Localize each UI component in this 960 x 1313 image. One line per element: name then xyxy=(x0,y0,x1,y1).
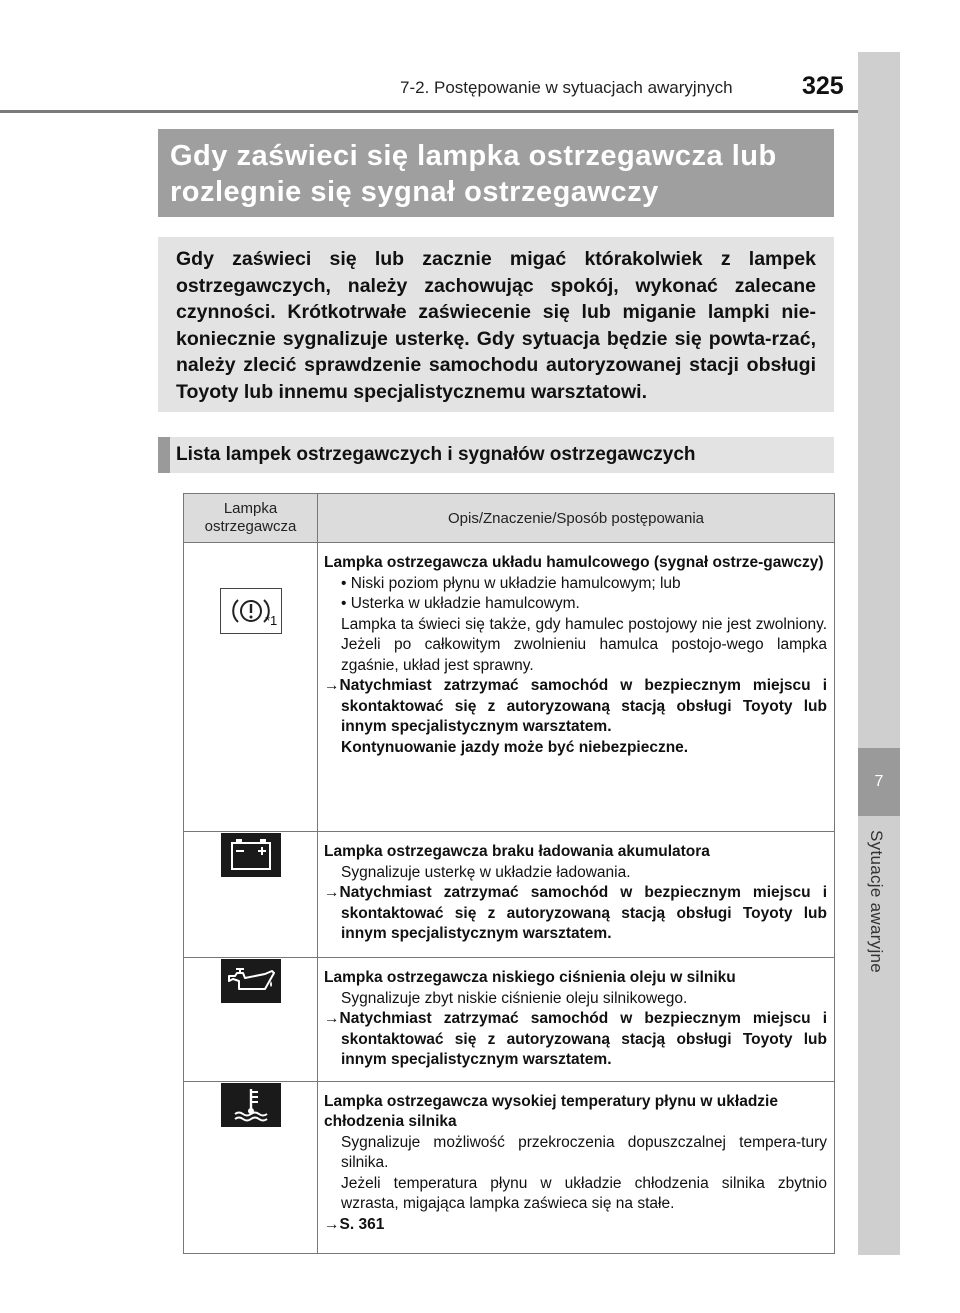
lamp-title: Lampka ostrzegawcza wysokiej temperatury płynu w układzie chłodzenia silnika xyxy=(324,1092,778,1130)
page-number: 325 xyxy=(802,72,844,100)
lamp-title: Lampka ostrzegawcza niskiego ciśnienia oleju w silniku xyxy=(324,969,736,986)
warning-lamp-table xyxy=(183,493,835,1254)
description-cell xyxy=(318,958,835,1082)
table-row xyxy=(184,958,835,1082)
lamp-cell xyxy=(184,543,318,832)
description-cell xyxy=(318,543,835,832)
list-item: Jeżeli temperatura płynu w układzie chłodzenia silnika zbytnio wzrasta, migająca lampka zaświeca się na stałe. xyxy=(341,1174,827,1212)
chapter-title: Sytuacje awaryjne xyxy=(867,830,886,974)
list-item: Sygnalizuje zbyt niskie ciśnienie oleju silnikowego. xyxy=(341,989,688,1007)
lamp-title: Lampka ostrzegawcza układu hamulcowego (sygnał ostrze-gawczy) xyxy=(324,554,824,571)
section-header: 7-2. Postępowanie w sytuacjach awaryjnych xyxy=(400,78,733,97)
action-text: →Natychmiast zatrzymać samochód w bezpiecznym miejscu i skontaktować się z autoryzowaną stacją obsługi Toyoty lub innym specjalistycznym warsztatem. xyxy=(324,677,827,735)
footnote-marker: *1 xyxy=(265,613,278,628)
table-header-row xyxy=(184,494,835,543)
action-text: →Natychmiast zatrzymać samochód w bezpiecznym miejscu i skontaktować się z autoryzowaną stacją obsługi Toyoty lub innym specjalistycznym warsztatem. xyxy=(324,1010,827,1068)
lamp-note: Lampka ta świeci się także, gdy hamulec postojowy nie jest zwolniony. Jeżeli po całkowitym zwolnieniu hamulca postojo-wego lampka zgaśnie, układ jest sprawny. xyxy=(341,615,827,674)
lamp-cell xyxy=(184,1081,318,1253)
arrow-icon: → xyxy=(324,1010,340,1027)
coolant-temperature-icon xyxy=(221,1083,281,1127)
arrow-icon: → xyxy=(324,1215,340,1233)
page-title: Gdy zaświeci się lampka ostrzegawcza lub rozlegnie się sygnał ostrzegawczy xyxy=(170,140,777,208)
table-row xyxy=(184,543,835,832)
list-heading: Lista lampek ostrzegawczych i sygnałów ostrzegawczych xyxy=(176,444,696,465)
header-divider xyxy=(0,110,858,113)
column-header-lamp: Lampka ostrzegawcza xyxy=(184,494,318,543)
lamp-cell xyxy=(184,832,318,958)
description-cell xyxy=(318,1081,835,1253)
arrow-icon: → xyxy=(324,884,340,901)
list-item: Sygnalizuje usterkę w układzie ładowania. xyxy=(341,863,631,881)
chapter-number: 7 xyxy=(858,748,900,816)
list-item: • Niski poziom płynu w układzie hamulcowym; lub xyxy=(341,574,681,592)
description-cell xyxy=(318,832,835,958)
action-text: →Natychmiast zatrzymać samochód w bezpiecznym miejscu i skontaktować się z autoryzowaną stacją obsługi Toyoty lub innym specjalistycznym warsztatem. xyxy=(324,884,827,942)
page-reference-link[interactable]: →S. 361 xyxy=(324,1215,385,1233)
chapter-tab xyxy=(858,52,900,1255)
battery-icon xyxy=(221,833,281,877)
column-header-description: Opis/Znaczenie/Sposób postępowania xyxy=(318,494,835,543)
oil-pressure-icon xyxy=(221,959,281,1003)
lamp-cell xyxy=(184,958,318,1082)
table-row xyxy=(184,1081,835,1253)
table-row xyxy=(184,832,835,958)
warning-text: Kontynuowanie jazdy może być niebezpieczne. xyxy=(341,738,689,756)
list-item: • Usterka w układzie hamulcowym. xyxy=(341,595,580,612)
intro-text: Gdy zaświeci się lub zacznie migać którakolwiek z lampek ostrzegawczych, należy zachowując spokój, wykonać zalecane czynności. Krótkotrwałe zaświecenie się lub miganie lampki nie-koniecznie sygnalizuje usterkę. Gdy sytuacja będzie się powta-rzać, należy zlecić sprawdzenie samochodu autoryzowanej stacji obsługi Toyoty lub innemu specjalistycznemu warsztatowi. xyxy=(176,248,816,403)
arrow-icon: → xyxy=(324,677,340,694)
lamp-title: Lampka ostrzegawcza braku ładowania akumulatora xyxy=(324,843,710,860)
list-item: Sygnalizuje możliwość przekroczenia dopuszczalnej tempera-tury silnika. xyxy=(341,1133,827,1171)
